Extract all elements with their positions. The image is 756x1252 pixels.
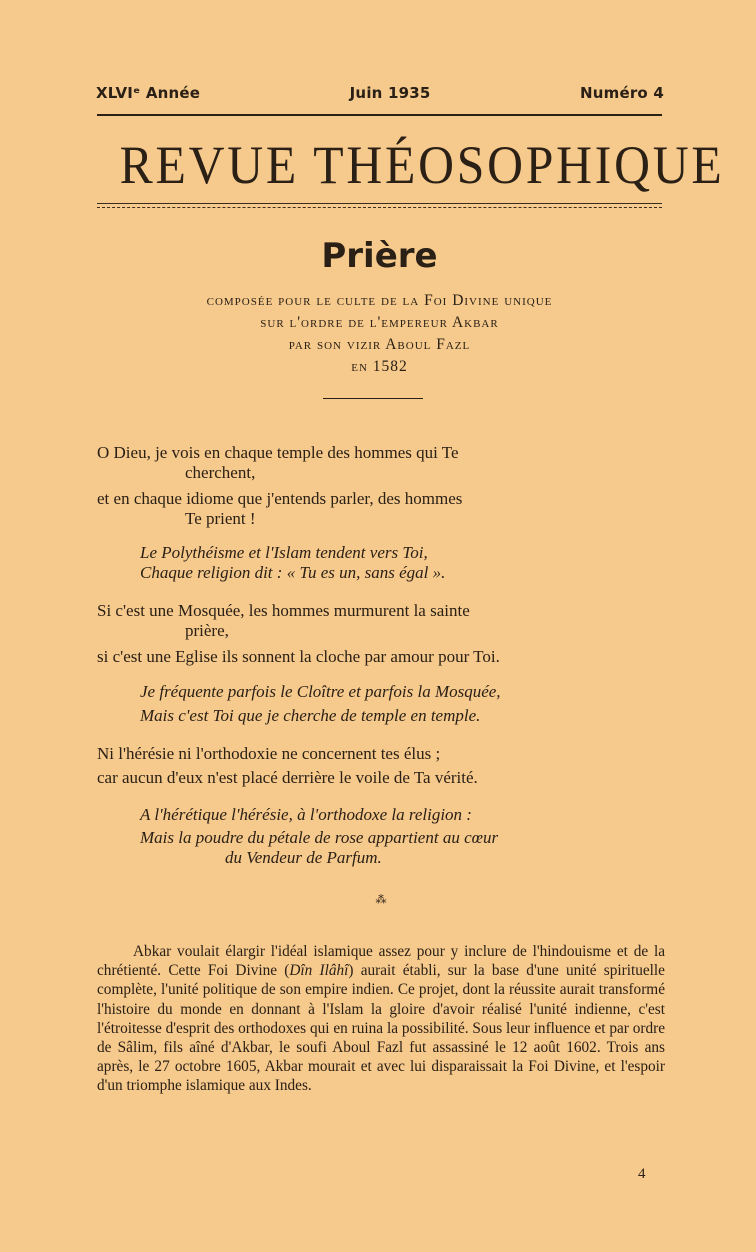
poem-line: cherchent, [185,463,256,482]
subtitle-line: composée pour le culte de la Foi Divine unique [206,292,553,309]
title-rule-top [97,203,662,204]
article-subtitle [97,290,662,378]
poem-line: Le Polythéisme et l'Islam tendent vers Toi, [140,543,428,562]
poem-stanza-1 [97,443,665,529]
asterism-separator: ⁂ [375,893,387,906]
poem-refrain-1 [140,543,660,583]
poem-line: car aucun d'eux n'est placé derrière le voile de Ta vérité. [97,768,478,787]
poem-line: Mais c'est Toi que je cherche de temple en temple. [140,706,481,725]
poem-line: A l'hérétique l'hérésie, à l'orthodoxe la religion : [140,805,472,824]
title-rule-bottom [97,207,662,208]
poem-line: Mais la poudre du pétale de rose appartient au cœur [140,828,499,847]
poem-stanza-2 [97,601,665,667]
poem-refrain-2 [140,682,660,726]
header-rule [97,114,662,116]
poem-line: et en chaque idiome que j'entends parler, des hommes [97,489,463,508]
poem-refrain-3 [140,805,660,868]
subtitle-line: en 1582 [351,358,408,375]
issue-number: Numéro 4 [580,84,664,102]
subtitle-line: par son vizir Aboul Fazl [288,336,471,353]
poem-stanza-3 [97,744,665,788]
page-number: 4 [638,1166,646,1182]
poem-line: O Dieu, je vois en chaque temple des hommes qui Te [97,443,459,462]
section-divider [323,398,423,399]
poem-line: Je fréquente parfois le Cloître et parfois la Mosquée, [140,682,501,701]
prose-text: ) aurait établi, sur la base d'une unité spirituelle complète, l'unité politique de son empire indien. Ce projet, dont la réussite aurait transformé l'histoire du monde en donnant à l'Islam la gloire d'avoir réalisé l'unité indienne, c'est l'étroitesse d'esprit des orthodoxes qui en ruina la possibilité. Sous leur influence et par ordre de Sâlim, fils aîné d'Akbar, le soufi Aboul Fazl fut assassiné le 12 août 1602. Trois ans après, le 27 octobre 1605, Akbar mourait et avec lui disparaissait la Foi Divine, et l'espoir d'un triomphe islamique aux Indes. [97,962,665,1095]
poem-line: Chaque religion dit : « Tu es un, sans égal ». [140,563,446,582]
issue-date: Juin 1935 [349,84,431,102]
poem-line: Te prient ! [185,509,256,528]
annee: XLVIᵉ Année [96,84,201,102]
masthead [96,84,664,102]
poem-line: du Vendeur de Parfum. [225,848,382,867]
poem-line: si c'est une Eglise ils sonnent la cloche par amour pour Toi. [97,647,500,666]
commentary-paragraph [97,942,665,1096]
article-title: Prière [321,236,438,276]
poem-line: Ni l'hérésie ni l'orthodoxie ne concernent tes élus ; [97,744,441,763]
subtitle-line: sur l'ordre de l'empereur Akbar [260,314,499,331]
prose-text: Abkar voulait élargir l'idéal islamique assez pour y inclure de l'hindouisme et de la chrétienté. Cette Foi Divine ( [97,943,665,980]
journal-title: REVUE THÉOSOPHIQUE [119,135,725,195]
prose-italic-term: Dîn Ilâhî [289,962,349,980]
poem-line: prière, [185,621,229,640]
poem-line: Si c'est une Mosquée, les hommes murmurent la sainte [97,601,470,620]
